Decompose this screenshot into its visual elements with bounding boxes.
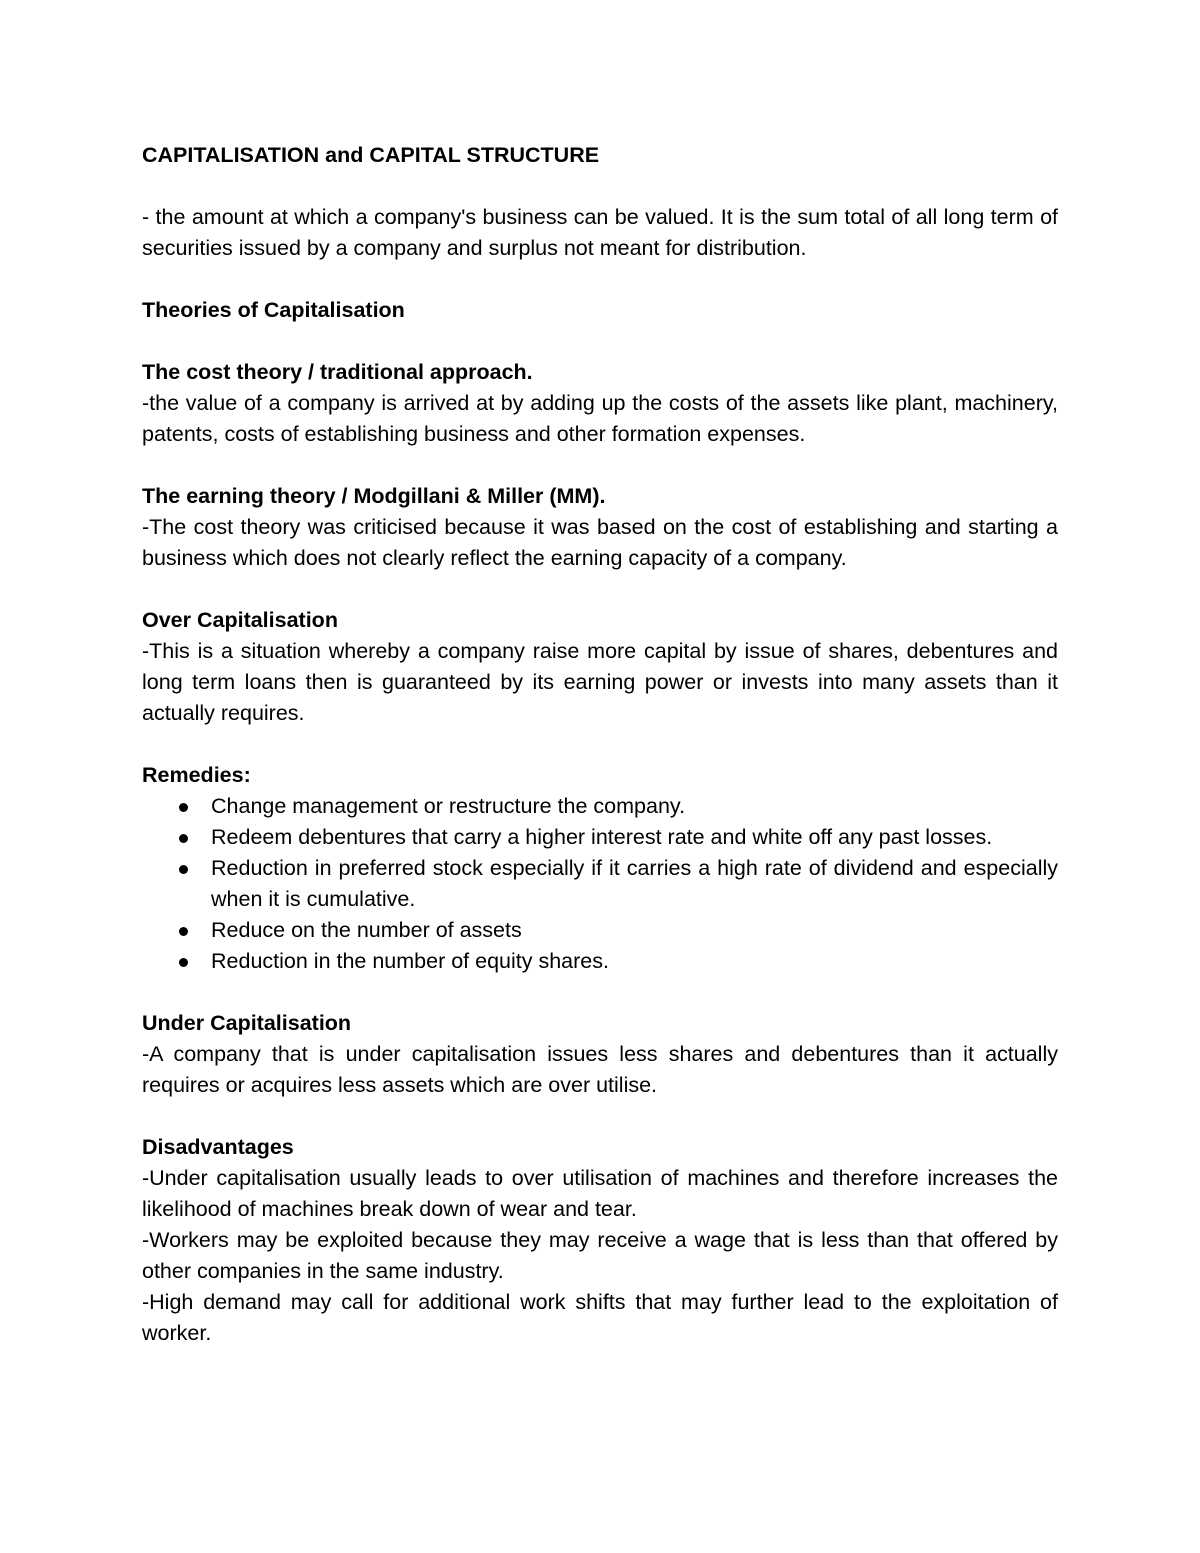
remedy-item [142,791,1058,822]
document-page [142,140,1058,1349]
remedy-item [142,822,1058,853]
bullet-icon [179,803,188,812]
over-capitalisation-body: -This is a situation whereby a company raise more capital by issue of shares, debentures and long term loans then is guaranteed by its earning power or invests into many assets than it actually requires. [142,639,1058,725]
remedy-item [142,915,1058,946]
document-title: CAPITALISATION and CAPITAL STRUCTURE [142,143,600,167]
disadvantages-heading: Disadvantages [142,1135,294,1159]
theories-heading: Theories of Capitalisation [142,298,405,322]
disadvantage-item: -High demand may call for additional work shifts that may further lead to the exploitation of worker. [142,1290,1058,1345]
disadvantage-item: -Workers may be exploited because they may receive a wage that is less than that offered by other companies in the same industry. [142,1228,1058,1283]
bullet-icon [179,834,188,843]
remedy-text: Change management or restructure the company. [211,794,686,818]
remedy-text: Reduction in preferred stock especially if it carries a high rate of dividend and especially when it is cumulative. [211,856,1058,911]
remedy-item [142,946,1058,977]
remedy-text: Reduction in the number of equity shares. [211,949,609,973]
bullet-icon [179,958,188,967]
cost-theory-heading: The cost theory / traditional approach. [142,360,533,384]
earning-theory-heading: The earning theory / Modgillani & Miller (MM). [142,484,606,508]
over-capitalisation-heading: Over Capitalisation [142,608,338,632]
remedy-text: Reduce on the number of assets [211,918,522,942]
bullet-icon [179,865,188,874]
disadvantage-item: -Under capitalisation usually leads to over utilisation of machines and therefore increases the likelihood of machines break down of wear and tear. [142,1166,1058,1221]
earning-theory-body: -The cost theory was criticised because it was based on the cost of establishing and starting a business which does not clearly reflect the earning capacity of a company. [142,515,1058,570]
under-capitalisation-body: -A company that is under capitalisation issues less shares and debentures than it actually requires or acquires less assets which are over utilise. [142,1042,1058,1097]
intro-paragraph: - the amount at which a company's business can be valued. It is the sum total of all long term of securities issued by a company and surplus not meant for distribution. [142,205,1058,260]
remedies-list [142,791,1058,977]
remedy-item [142,853,1058,915]
bullet-icon [179,927,188,936]
remedy-text: Redeem debentures that carry a higher interest rate and white off any past losses. [211,825,993,849]
cost-theory-body: -the value of a company is arrived at by adding up the costs of the assets like plant, machinery, patents, costs of establishing business and other formation expenses. [142,391,1058,446]
under-capitalisation-heading: Under Capitalisation [142,1011,352,1035]
remedies-heading: Remedies: [142,763,251,787]
